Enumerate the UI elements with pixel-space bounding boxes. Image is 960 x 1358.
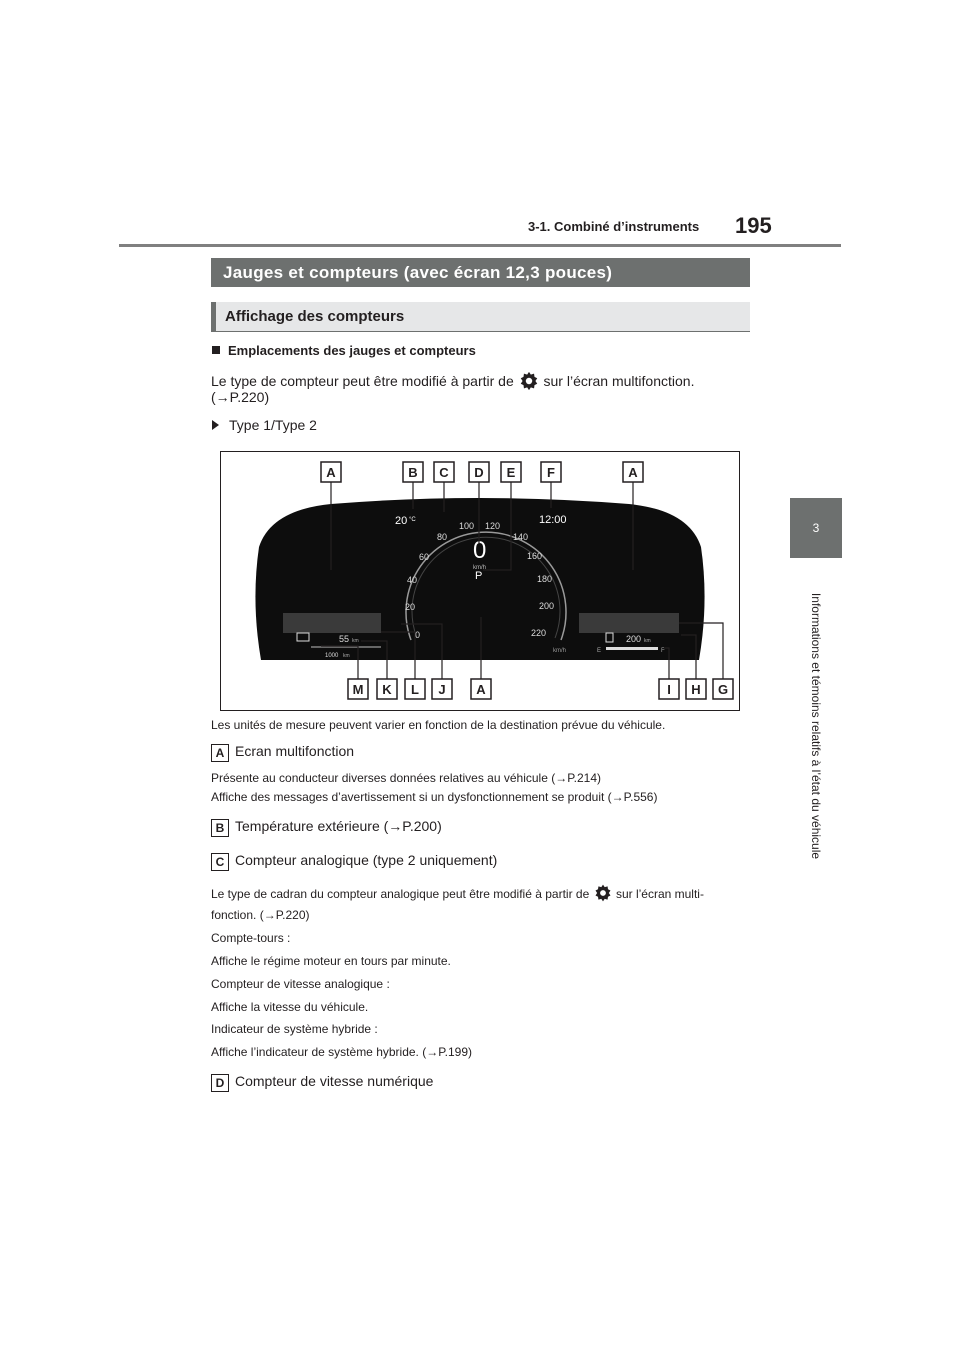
fuel-full-label: F <box>661 648 665 654</box>
callout-label: B <box>408 465 418 480</box>
odometer-unit: km <box>343 653 350 659</box>
callout-label: A <box>326 465 336 480</box>
page-number: 195 <box>735 213 772 238</box>
callout-label: A <box>476 682 486 697</box>
gauge-tick-100: 100 <box>459 521 475 531</box>
gear-indicator: P <box>475 570 483 582</box>
gauge-tick-180: 180 <box>537 574 553 584</box>
gauge-tick-20: 20 <box>405 602 416 612</box>
odometer: 1000 <box>325 653 339 659</box>
subheading <box>212 343 476 358</box>
callouts-top <box>321 462 643 482</box>
key-b: B <box>211 819 229 837</box>
callout-label: L <box>411 682 419 697</box>
item-a-line1: Présente au conducteur diverses données relatives au véhicule (→P.214) <box>211 771 602 785</box>
section-title: Jauges et compteurs (avec écran 12,3 pouces) <box>211 258 750 287</box>
item-b-title <box>211 818 442 837</box>
instrument-cluster-figure <box>220 451 740 711</box>
item-a-title <box>211 743 354 762</box>
triangle-bullet-icon <box>212 420 219 430</box>
callout-label: J <box>438 682 446 697</box>
item-b-title-text: Température extérieure (→P.200) <box>235 818 442 834</box>
digital-speed: 0 <box>473 537 487 564</box>
item-c-line4: Affiche le régime moteur en tours par minute. <box>211 954 451 968</box>
item-c-line6: Affiche la vitesse du véhicule. <box>211 1000 369 1014</box>
key-c: C <box>211 853 229 871</box>
fuel-range: 200 <box>626 634 642 644</box>
callout-label: C <box>439 465 449 480</box>
fuel-empty-label: E <box>597 648 602 654</box>
type-bullet <box>212 417 317 433</box>
outside-temperature: 20 <box>395 515 408 527</box>
key-a: A <box>211 744 229 762</box>
section-reference: 3-1. Combiné d’instruments <box>528 219 700 234</box>
gauge-tick-60: 60 <box>419 552 430 562</box>
key-d: D <box>211 1074 229 1092</box>
chapter-side-label-text: Informations et témoins relatifs à l’état du véhicule <box>809 592 824 860</box>
intro-text-after: sur l’écran multifonction. <box>543 373 695 389</box>
item-c-line1 <box>211 883 704 903</box>
item-c-line7: Indicateur de système hybride : <box>211 1022 378 1036</box>
square-bullet-icon <box>212 346 220 354</box>
subsection-title: Affichage des compteurs <box>211 302 750 332</box>
fuel-gauge-bar <box>606 647 658 650</box>
item-c-line2: fonction. (→P.220) <box>211 908 310 922</box>
temperature-unit: °C <box>409 517 416 523</box>
ev-range: 55 <box>339 634 350 644</box>
intro-reference: (→P.220) <box>211 389 270 405</box>
item-c-title <box>211 852 497 871</box>
item-c-line1-before: Le type de cadran du compteur analogique peut être modifié à partir de <box>211 887 590 901</box>
item-d-title <box>211 1073 433 1092</box>
gauge-tick-160: 160 <box>527 551 543 561</box>
callout-label: G <box>717 682 729 697</box>
item-d-title-text: Compteur de vitesse numérique <box>235 1073 434 1089</box>
gauge-tick-80: 80 <box>437 532 448 542</box>
left-info-panel <box>283 613 381 633</box>
subheading-text: Emplacements des jauges et compteurs <box>228 343 476 358</box>
callout-label: A <box>628 465 638 480</box>
callout-label: I <box>667 682 671 697</box>
gauge-tick-40: 40 <box>407 575 418 585</box>
right-info-panel <box>579 613 679 633</box>
callout-label: F <box>547 465 555 480</box>
intro-text-before: Le type de compteur peut être modifié à partir de <box>211 373 514 389</box>
item-a-title-text: Ecran multifonction <box>235 743 355 759</box>
gauge-unit-label: km/h <box>553 648 567 654</box>
speed-unit: km/h <box>473 565 487 571</box>
ev-range-unit: km <box>352 638 359 644</box>
clock: 12:00 <box>539 514 567 526</box>
chapter-tab: 3 <box>790 498 842 558</box>
gear-icon <box>593 883 613 903</box>
fuel-range-unit: km <box>644 638 651 644</box>
callout-label: M <box>352 682 364 697</box>
units-note: Les unités de mesure peuvent varier en fonction de la destination prévue du véhicule. <box>211 718 666 732</box>
item-a-line2: Affiche des messages d’avertissement si un dysfonctionnement se produit (→P.556) <box>211 790 658 804</box>
callout-label: E <box>506 465 516 480</box>
item-c-line3: Compte-tours : <box>211 931 291 945</box>
item-c-title-text: Compteur analogique (type 2 uniquement) <box>235 852 498 868</box>
callout-label: H <box>691 682 701 697</box>
chapter-side-label <box>786 566 846 886</box>
item-c-line1-after: sur l’écran multi- <box>615 887 704 901</box>
callouts-bottom <box>348 679 733 699</box>
header-divider <box>119 244 841 247</box>
item-c-line8: Affiche l’indicateur de système hybride. (→P.199) <box>211 1045 473 1059</box>
gauge-tick-0: 0 <box>415 630 421 640</box>
gauge-tick-120: 120 <box>485 521 501 531</box>
callout-label: K <box>382 682 392 697</box>
type-bullet-text: Type 1/Type 2 <box>229 417 317 433</box>
gear-icon <box>518 370 540 392</box>
callout-label: D <box>474 465 484 480</box>
gauge-tick-200: 200 <box>539 601 555 611</box>
gauge-tick-140: 140 <box>513 532 529 542</box>
cluster-illustration <box>221 452 739 710</box>
gauge-tick-220: 220 <box>531 628 547 638</box>
intro-paragraph <box>211 370 694 392</box>
item-c-line5: Compteur de vitesse analogique : <box>211 977 390 991</box>
